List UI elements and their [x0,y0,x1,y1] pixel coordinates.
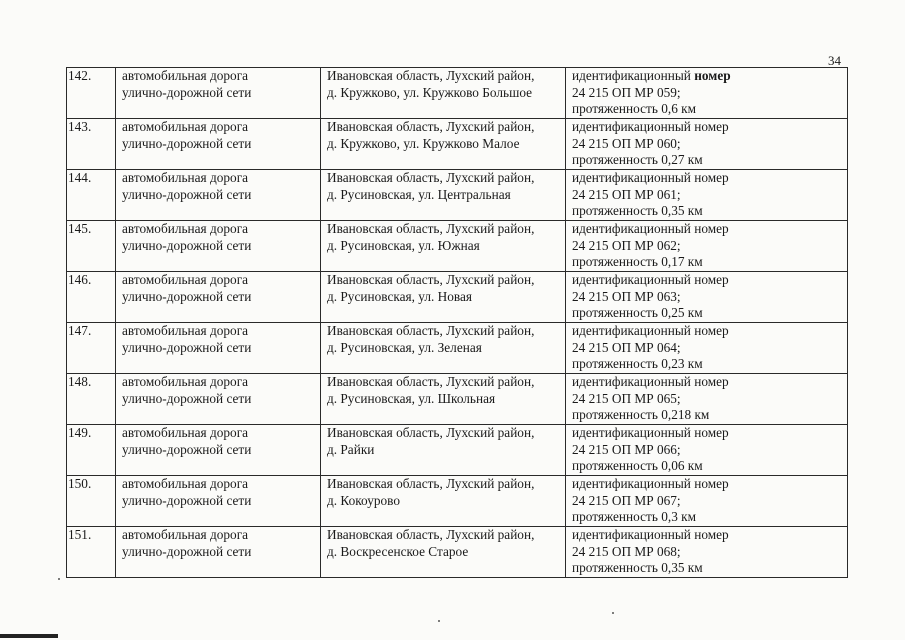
road-type-line: улично-дорожной сети [122,84,252,100]
location-cell [321,476,566,527]
page-number: 34 [828,53,841,68]
identifier-label: идентификационный [572,272,691,287]
table-row [67,323,848,374]
road-length: протяженность 0,218 км [572,407,710,423]
identifier-cell [566,374,848,425]
road-type-cell [116,170,321,221]
identifier-label-line [572,323,847,340]
location-line: Ивановская область, Лухский район, [327,221,535,236]
location-line: Ивановская область, Лухский район, [327,272,535,287]
identifier-number: 24 215 ОП МР 059; [572,84,681,100]
location-cell [321,374,566,425]
road-type-cell [116,476,321,527]
identifier-cell [566,272,848,323]
identifier-label-line [572,476,847,493]
identifier-label: идентификационный [572,425,691,440]
location-line: д. Русиновская, ул. Южная [327,237,480,253]
road-type-line: автомобильная дорога [122,527,249,542]
road-type-line: автомобильная дорога [122,272,249,287]
location-line: Ивановская область, Лухский район, [327,323,535,338]
identifier-number: 24 215 ОП МР 060; [572,135,681,151]
road-length: протяженность 0,35 км [572,560,703,576]
row-number-cell [67,119,116,170]
road-type-line: автомобильная дорога [122,119,249,134]
identifier-label: идентификационный [572,170,691,185]
table-row [67,68,848,119]
road-type-line: автомобильная дорога [122,170,249,185]
road-length: протяженность 0,23 км [572,356,703,372]
road-type-cell [116,527,321,578]
scan-artifact-dot [438,620,440,622]
road-type-cell [116,272,321,323]
location-line: д. Кокоурово [327,492,400,508]
row-number: 142. [68,68,92,83]
scan-artifact-bar [0,634,58,638]
identifier-label-word: номер [694,476,729,491]
row-number-cell [67,272,116,323]
row-number-cell [67,221,116,272]
road-type-line: улично-дорожной сети [122,135,252,151]
identifier-number: 24 215 ОП МР 068; [572,543,681,559]
road-type-cell [116,374,321,425]
location-line: Ивановская область, Лухский район, [327,68,535,83]
identifier-label-word: номер [694,221,729,236]
location-line: Ивановская область, Лухский район, [327,119,535,134]
identifier-label-line [572,68,847,85]
location-line: Ивановская область, Лухский район, [327,374,535,389]
identifier-label-word: номер [694,323,729,338]
table-row [67,221,848,272]
identifier-label-line [572,374,847,391]
location-line: д. Кружково, ул. Кружково Малое [327,135,520,151]
road-type-cell [116,323,321,374]
table-row [67,272,848,323]
road-type-line: улично-дорожной сети [122,339,252,355]
row-number-cell [67,374,116,425]
row-number: 143. [68,119,92,134]
road-type-line: автомобильная дорога [122,425,249,440]
identifier-number: 24 215 ОП МР 064; [572,339,681,355]
identifier-cell [566,476,848,527]
row-number-cell [67,68,116,119]
road-type-line: улично-дорожной сети [122,186,252,202]
location-cell [321,119,566,170]
road-length: протяженность 0,27 км [572,152,703,168]
location-cell [321,221,566,272]
identifier-number: 24 215 ОП МР 061; [572,186,681,202]
identifier-label-line [572,425,847,442]
road-length: протяженность 0,3 км [572,509,697,525]
identifier-number: 24 215 ОП МР 063; [572,288,681,304]
road-length: протяженность 0,35 км [572,203,703,219]
location-line: д. Русиновская, ул. Новая [327,288,472,304]
identifier-label-word: номер [694,170,729,185]
identifier-number: 24 215 ОП МР 067; [572,492,681,508]
road-type-cell [116,119,321,170]
identifier-label-word: номер [694,68,731,83]
identifier-label-word: номер [694,272,729,287]
identifier-cell [566,425,848,476]
road-type-line: автомобильная дорога [122,323,249,338]
identifier-label: идентификационный [572,527,691,542]
road-type-line: автомобильная дорога [122,374,249,389]
identifier-label-word: номер [694,425,729,440]
location-cell [321,323,566,374]
road-type-line: автомобильная дорога [122,221,249,236]
road-type-line: улично-дорожной сети [122,492,252,508]
road-type-line: улично-дорожной сети [122,390,252,406]
identifier-label: идентификационный [572,476,691,491]
road-type-line: улично-дорожной сети [122,237,252,253]
location-cell [321,425,566,476]
table-row [67,476,848,527]
identifier-label-line [572,272,847,289]
identifier-cell [566,221,848,272]
table-row [67,119,848,170]
identifier-cell [566,68,848,119]
identifier-label-line [572,170,847,187]
row-number: 147. [68,323,92,338]
location-line: д. Воскресенское Старое [327,543,469,559]
registry-body [67,68,848,578]
identifier-label-word: номер [694,119,729,134]
road-type-line: автомобильная дорога [122,476,249,491]
road-type-line: улично-дорожной сети [122,288,252,304]
road-type-line: автомобильная дорога [122,68,249,83]
identifier-cell [566,527,848,578]
location-line: Ивановская область, Лухский район, [327,170,535,185]
row-number-cell [67,425,116,476]
row-number: 148. [68,374,92,389]
location-line: Ивановская область, Лухский район, [327,425,535,440]
row-number: 146. [68,272,92,287]
table-row [67,425,848,476]
identifier-label: идентификационный [572,68,691,83]
identifier-label-line [572,119,847,136]
identifier-label-line [572,527,847,544]
road-type-line: улично-дорожной сети [122,441,252,457]
road-type-cell [116,425,321,476]
identifier-label-word: номер [694,374,729,389]
scan-artifact-dot [612,612,614,614]
row-number-cell [67,476,116,527]
location-cell [321,170,566,221]
road-type-line: улично-дорожной сети [122,543,252,559]
row-number: 151. [68,527,92,542]
location-line: д. Кружково, ул. Кружково Большое [327,84,533,100]
location-line: д. Русиновская, ул. Центральная [327,186,511,202]
row-number-cell [67,323,116,374]
row-number-cell [67,527,116,578]
table-row [67,170,848,221]
road-type-cell [116,68,321,119]
road-length: протяженность 0,17 км [572,254,703,270]
scan-artifact-dot [58,578,60,580]
table-row [67,374,848,425]
identifier-cell [566,170,848,221]
identifier-label: идентификационный [572,323,691,338]
location-line: Ивановская область, Лухский район, [327,527,535,542]
location-line: д. Русиновская, ул. Зеленая [327,339,482,355]
road-length: протяженность 0,06 км [572,458,703,474]
identifier-label: идентификационный [572,221,691,236]
row-number: 150. [68,476,92,491]
road-length: протяженность 0,25 км [572,305,703,321]
identifier-number: 24 215 ОП МР 062; [572,237,681,253]
location-line: д. Райки [327,441,375,457]
identifier-label: идентификационный [572,374,691,389]
identifier-number: 24 215 ОП МР 065; [572,390,681,406]
row-number: 149. [68,425,92,440]
location-cell [321,527,566,578]
row-number-cell [67,170,116,221]
road-length: протяженность 0,6 км [572,101,697,117]
location-line: Ивановская область, Лухский район, [327,476,535,491]
identifier-label-line [572,221,847,238]
location-cell [321,68,566,119]
identifier-number: 24 215 ОП МР 066; [572,441,681,457]
location-cell [321,272,566,323]
identifier-label-word: номер [694,527,729,542]
location-line: д. Русиновская, ул. Школьная [327,390,496,406]
identifier-cell [566,119,848,170]
road-registry-table [66,67,848,578]
row-number: 145. [68,221,92,236]
table-row [67,527,848,578]
row-number: 144. [68,170,92,185]
identifier-label: идентификационный [572,119,691,134]
identifier-cell [566,323,848,374]
road-type-cell [116,221,321,272]
